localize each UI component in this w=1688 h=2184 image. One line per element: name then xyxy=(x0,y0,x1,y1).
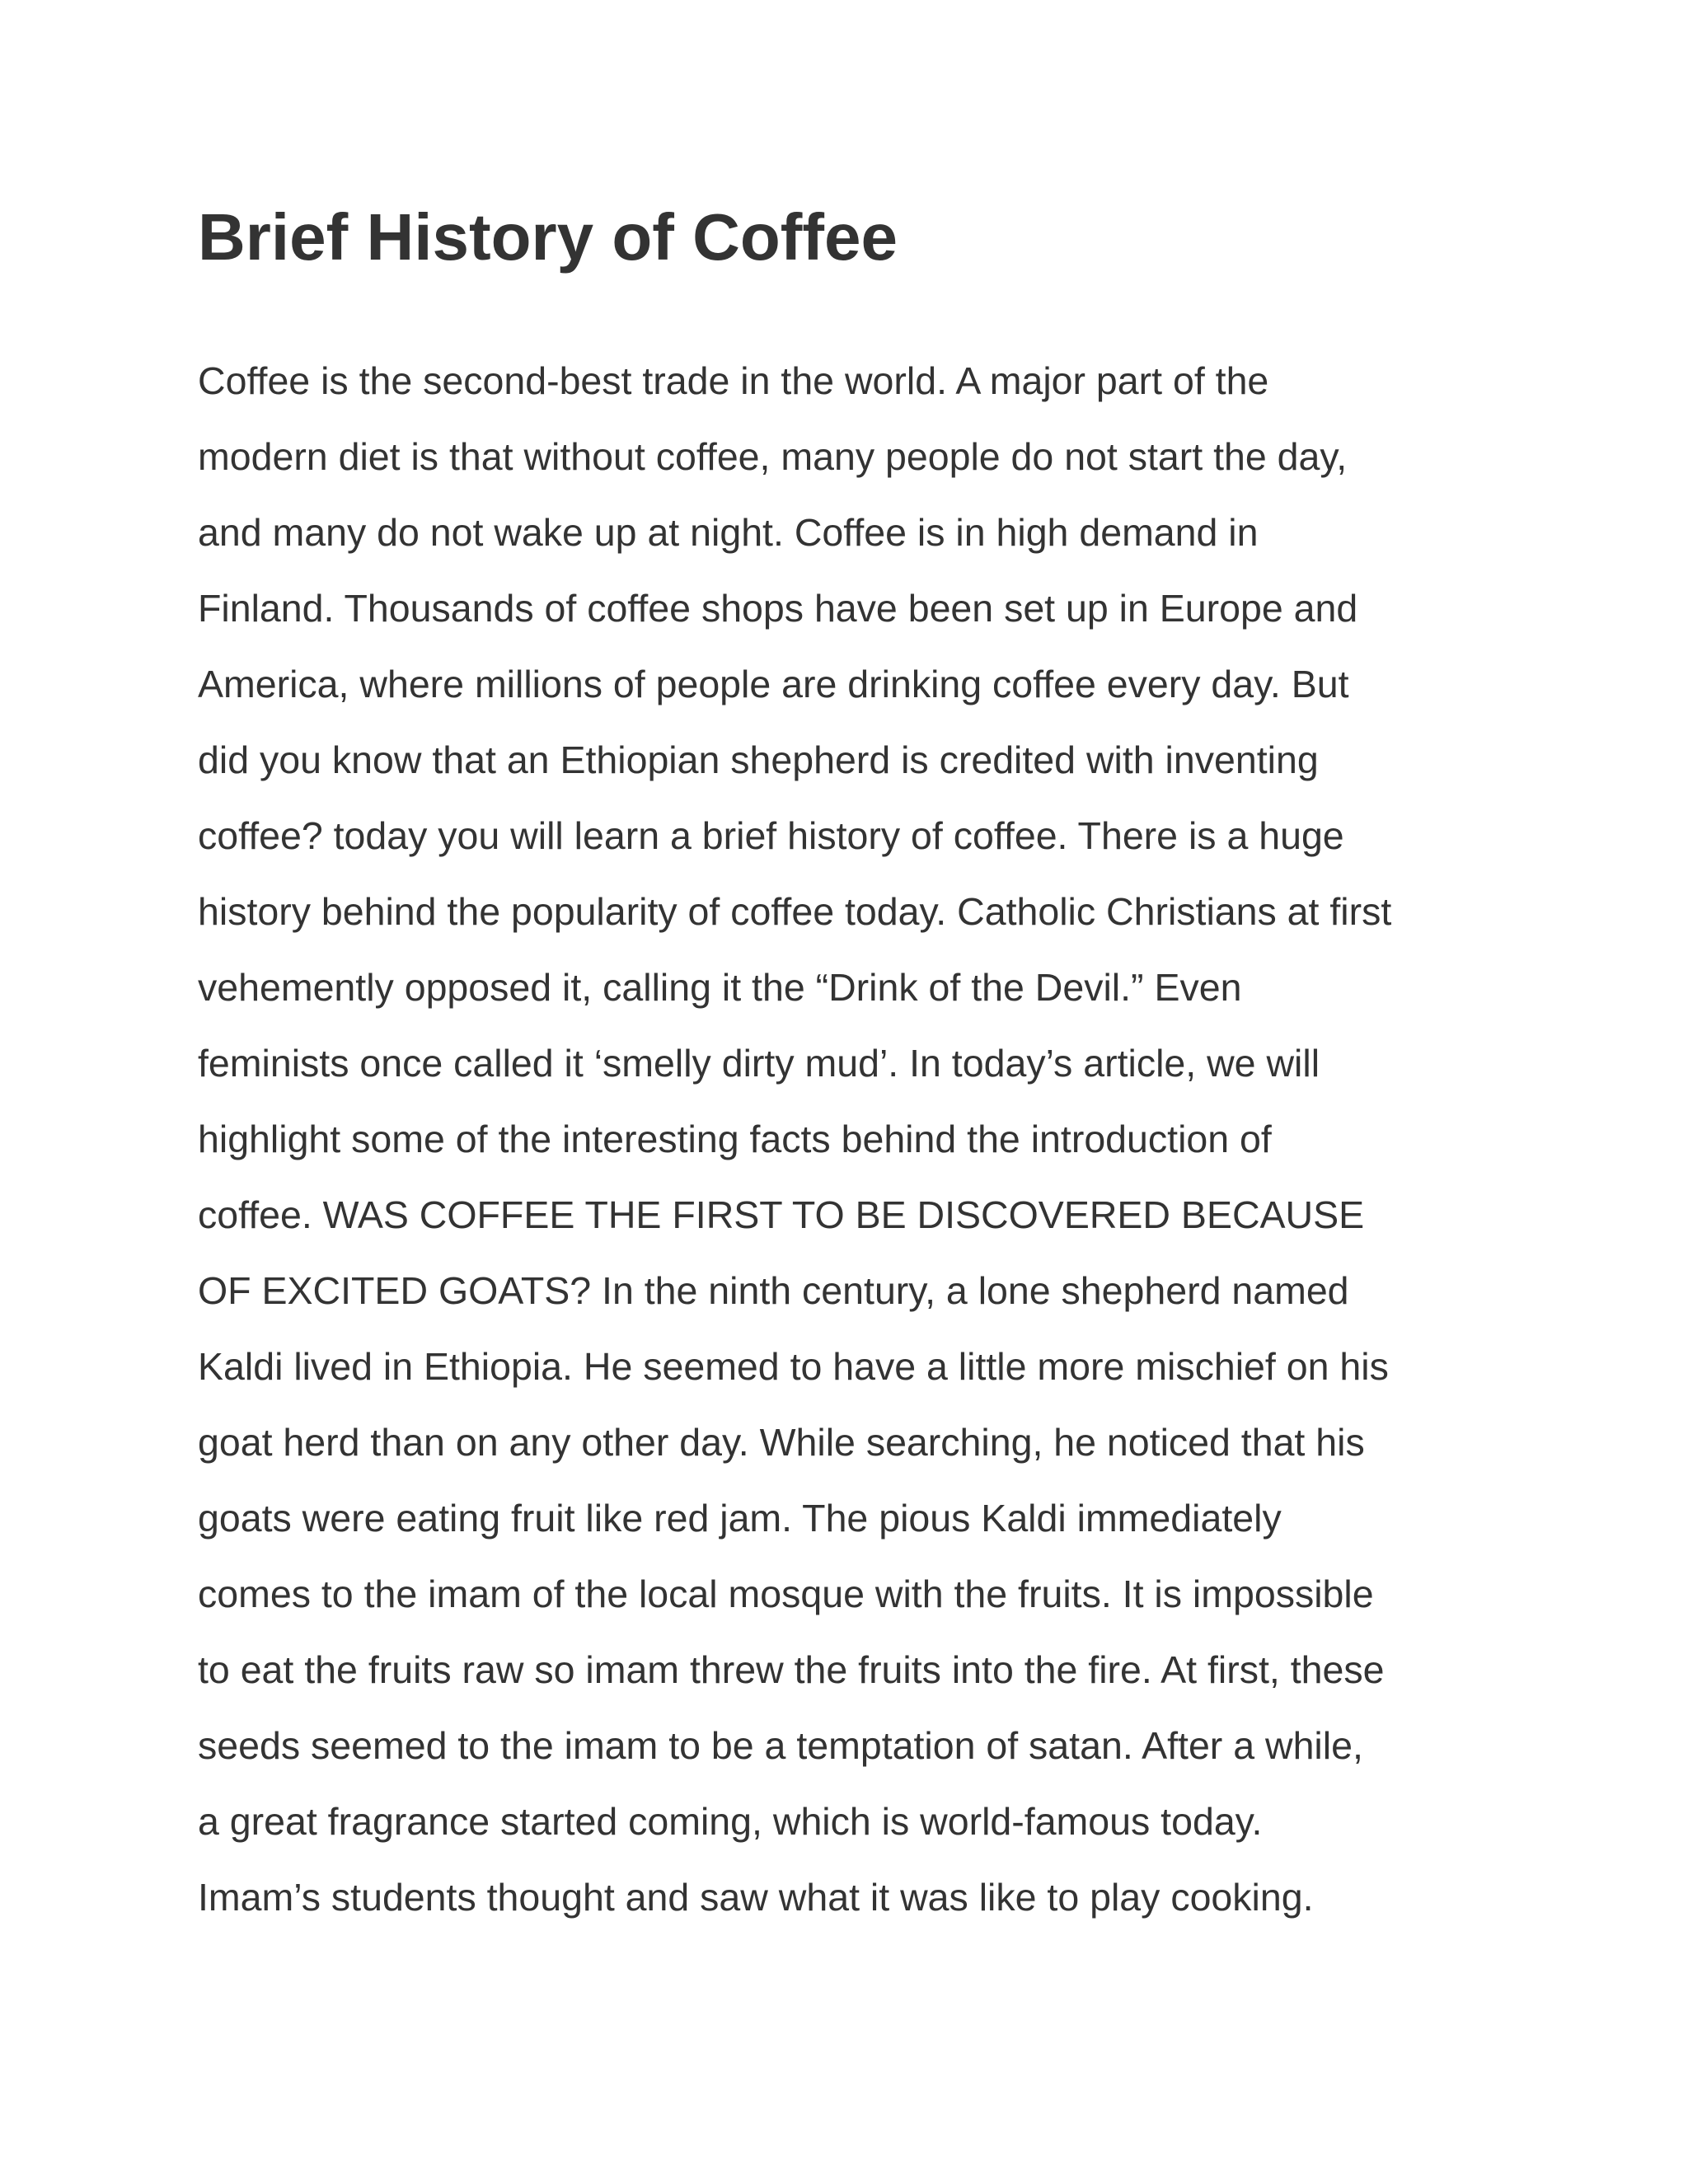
paragraph-line: history behind the popularity of coffee today. Catholic Christians at first xyxy=(198,890,1392,933)
paragraph-line: to eat the fruits raw so imam threw the fruits into the fire. At first, these xyxy=(198,1648,1385,1691)
paragraph-line: comes to the imam of the local mosque with the fruits. It is impossible xyxy=(198,1572,1374,1615)
paragraph-line: goat herd than on any other day. While searching, he noticed that his xyxy=(198,1421,1365,1464)
paragraph-line: coffee. WAS COFFEE THE FIRST TO BE DISCOVERED BECAUSE xyxy=(198,1193,1365,1236)
paragraph-line: a great fragrance started coming, which is world-famous today. xyxy=(198,1800,1263,1843)
paragraph-line: modern diet is that without coffee, many people do not start the day, xyxy=(198,435,1348,478)
paragraph-line: OF EXCITED GOATS? In the ninth century, a lone shepherd named xyxy=(198,1269,1349,1312)
paragraph-line: Kaldi lived in Ethiopia. He seemed to have a little more mischief on his xyxy=(198,1345,1389,1388)
paragraph-line: did you know that an Ethiopian shepherd is credited with inventing xyxy=(198,738,1319,781)
paragraph-line: and many do not wake up at night. Coffee is in high demand in xyxy=(198,511,1259,554)
paragraph-line: seeds seemed to the imam to be a temptation of satan. After a while, xyxy=(198,1724,1363,1767)
paragraph-line: Coffee is the second-best trade in the world. A major part of the xyxy=(198,359,1269,402)
paragraph-line: Imam’s students thought and saw what it was like to play cooking. xyxy=(198,1876,1314,1919)
paragraph-line: America, where millions of people are drinking coffee every day. But xyxy=(198,663,1349,705)
paragraph-line: Finland. Thousands of coffee shops have been set up in Europe and xyxy=(198,587,1358,630)
paragraph-line: goats were eating fruit like red jam. The pious Kaldi immediately xyxy=(198,1497,1282,1540)
paragraph-line: feminists once called it ‘smelly dirty mud’. In today’s article, we will xyxy=(198,1042,1320,1085)
page-title: Brief History of Coffee xyxy=(198,200,898,274)
paragraph-line: coffee? today you will learn a brief history of coffee. There is a huge xyxy=(198,814,1344,857)
paragraph-line: vehemently opposed it, calling it the “Drink of the Devil.” Even xyxy=(198,966,1242,1009)
paragraph-line: highlight some of the interesting facts behind the introduction of xyxy=(198,1118,1272,1160)
body-paragraph xyxy=(198,356,1533,1948)
